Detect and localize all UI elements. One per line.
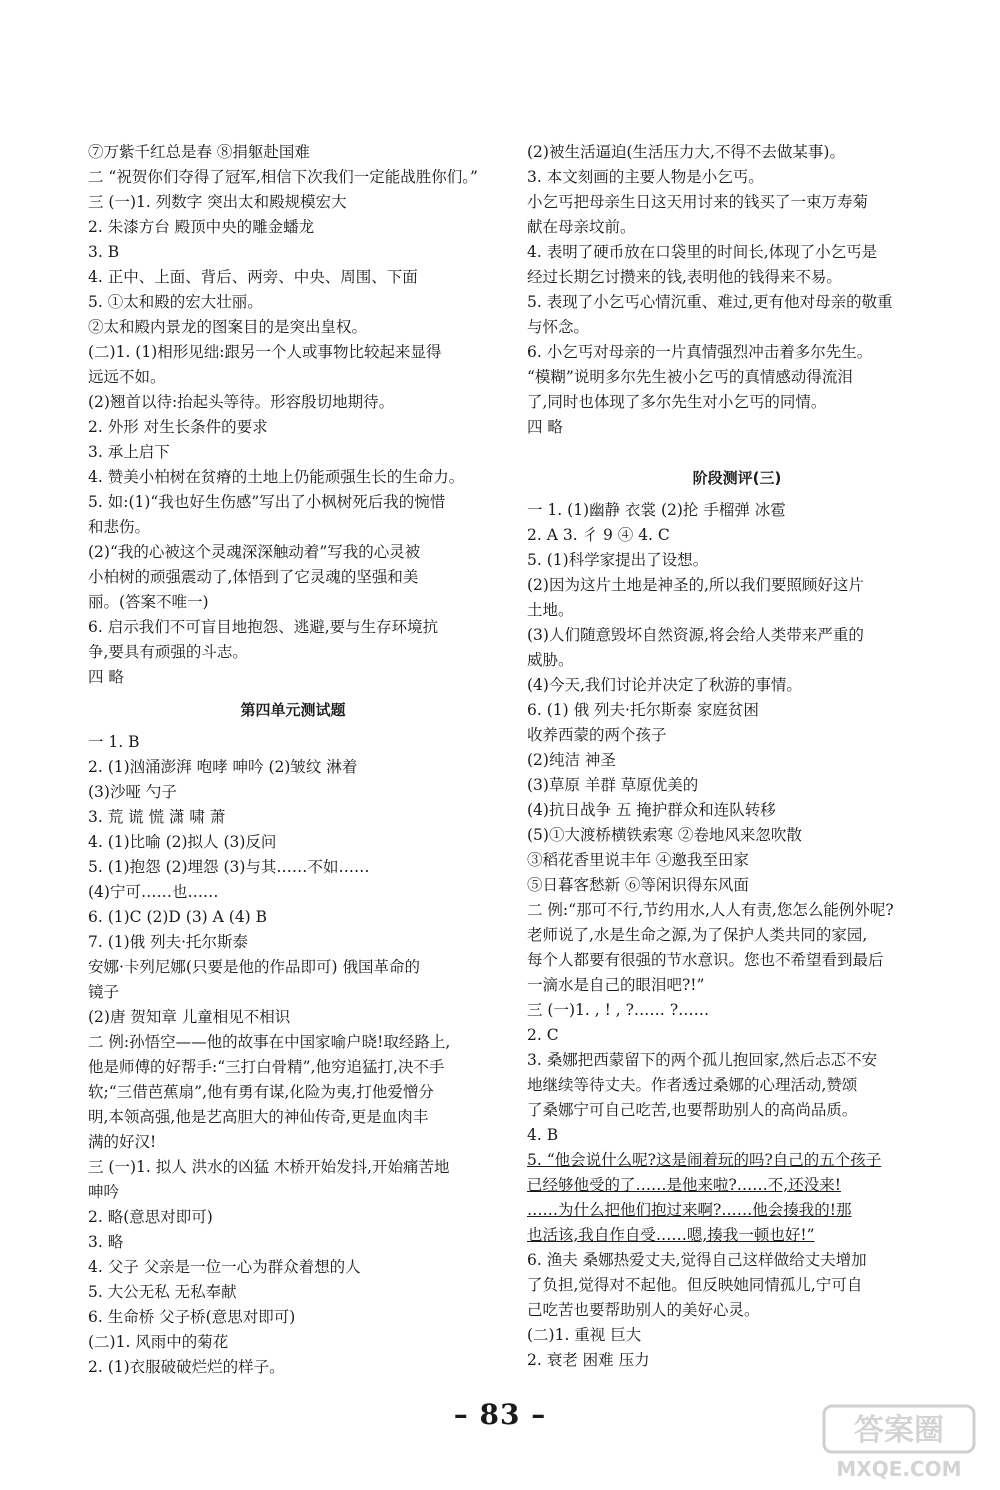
answer-line: 了负担,觉得对不起他。但反映她同情孤儿,宁可自: [527, 1276, 863, 1294]
answer-line: 4. B: [527, 1126, 559, 1144]
answer-line: ……为什么把他们抱过来啊?……他会揍我的!那: [527, 1201, 852, 1219]
svg-text:MXQE.COM: MXQE.COM: [836, 1457, 962, 1481]
answer-line: 6. (1)C (2)D (3) A (4) B: [88, 908, 268, 926]
answer-line: 与怀念。: [527, 318, 590, 336]
answer-line: 3. B: [88, 243, 120, 261]
answer-line: 2. (1)衣服破破烂烂的样子。: [88, 1358, 285, 1376]
answer-line: 6. 渔夫 桑娜热爱丈夫,觉得自己这样做给丈夫增加: [527, 1251, 867, 1269]
answer-line: 了,同时也体现了多尔先生对小乞丐的同情。: [527, 393, 827, 411]
answer-line: 经过长期乞讨攒来的钱,表明他的钱得来不易。: [527, 268, 842, 286]
answer-line: 小乞丐把母亲生日这天用讨来的钱买了一束万寿菊: [527, 193, 869, 211]
answer-line: 土地。: [527, 601, 574, 619]
answer-line: (3)草原 羊群 草原优美的: [527, 776, 699, 794]
answer-line: 三 (一)1. , ! , ?…… ?……: [527, 1001, 710, 1019]
answer-line: (3)沙哑 勺子: [88, 783, 177, 801]
svg-text:答案圈: 答案圈: [854, 1413, 944, 1448]
answer-line: 4. 父子 父亲是一位一心为群众着想的人: [88, 1258, 361, 1276]
answer-line: 6. 小乞丐对母亲的一片真情强烈冲击着多尔先生。: [527, 343, 873, 361]
answer-line: 5. (1)科学家提出了设想。: [527, 551, 709, 569]
answer-line: 远远不如。: [88, 368, 166, 386]
answer-line: 5. 如:(1)“我也好生伤感”写出了小枫树死后我的惋惜: [88, 493, 446, 511]
left-column: [88, 140, 498, 1380]
answer-line: (4)今天,我们讨论并决定了秋游的事情。: [527, 676, 802, 694]
answer-line: 软;“三借芭蕉扇”,他有勇有谋,化险为夷,打他爱憎分: [88, 1083, 434, 1101]
answer-line: 4. 表明了硬币放在口袋里的时间长,体现了小乞丐是: [527, 243, 878, 261]
answer-line: 四 略: [88, 668, 124, 686]
answer-line: 地继续等待丈夫。作者透过桑娜的心理活动,赞颂: [527, 1076, 858, 1094]
answer-line: 2. C: [527, 1026, 559, 1044]
answer-line: 二 “祝贺你们夺得了冠军,相信下次我们一定能战胜你们。”: [88, 168, 478, 186]
answer-line: 3. 桑娜把西蒙留下的两个孤儿抱回家,然后忐忑不安: [527, 1051, 878, 1069]
answer-line: 己吃苦也要帮助别人的美好心灵。: [527, 1301, 760, 1319]
section-heading: 第四单元测试题: [240, 701, 346, 719]
answer-line: 4. 赞美小柏树在贫瘠的土地上仍能顽强生长的生命力。: [88, 468, 465, 486]
answer-line: 6. 启示我们不可盲目地抱怨、逃避,要与生存环境抗: [88, 618, 439, 636]
answer-line: 每个人都要有很强的节水意识。您也不希望看到最后: [527, 951, 884, 969]
section-heading: 阶段测评(三): [692, 469, 782, 487]
answer-line: 2. A 3. 彳 9 ④ 4. C: [527, 526, 670, 544]
answer-line: 他是师傅的好帮手:“三打白骨精”,他穷追猛打,决不手: [88, 1058, 445, 1076]
right-column: [527, 140, 947, 1373]
answer-line: 明,本领高强,他是艺高胆大的神仙传奇,更是血肉丰: [88, 1108, 429, 1126]
page-number: – 83 –: [453, 1398, 547, 1431]
answer-line: “模糊”说明多尔先生被小乞丐的真情感动得流泪: [527, 368, 853, 386]
answer-line: 镜子: [88, 983, 120, 1001]
answer-line: ⑦万紫千红总是春 ⑧捐躯赴国难: [88, 143, 310, 161]
answer-line: 2. 外形 对生长条件的要求: [88, 418, 268, 436]
answer-line: 3. 略: [88, 1233, 124, 1251]
answer-line: 三 (一)1. 拟人 洪水的凶猛 木桥开始发抖,开始痛苦地: [88, 1158, 450, 1176]
answer-line: 丽。(答案不唯一): [88, 593, 209, 611]
answer-line: (4)宁可……也……: [88, 883, 219, 901]
answer-line: ⑤日暮客愁新 ⑥等闲识得东风面: [527, 876, 749, 894]
watermark-logo: [820, 1402, 980, 1486]
answer-line: 和悲伤。: [88, 518, 151, 536]
answer-line: 5. ①太和殿的宏大壮丽。: [88, 293, 263, 311]
answer-line: 也活该,我自作自受……嗯,揍我一顿也好!”: [527, 1226, 815, 1244]
answer-line: 5. “他会说什么呢?这是闹着玩的吗?自己的五个孩子: [527, 1151, 882, 1169]
answer-line: 小柏树的顽强震动了,体悟到了它灵魂的坚强和美: [88, 568, 419, 586]
answer-line: 了桑娜宁可自己吃苦,也要帮助别人的高尚品质。: [527, 1101, 858, 1119]
answer-line: 二 例:“那可不行,节约用水,人人有责,您怎么能例外呢?: [527, 901, 894, 919]
answer-line: (2)“我的心被这个灵魂深深触动着”写我的心灵被: [88, 543, 421, 561]
answer-line: 4. 正中、上面、背后、两旁、中央、周围、下面: [88, 268, 418, 286]
answer-line: 四 略: [527, 418, 563, 436]
answer-line: 5. (1)抱怨 (2)埋怨 (3)与其……不如……: [88, 858, 370, 876]
answer-line: 呻吟: [88, 1183, 120, 1201]
answer-line: 争,要具有顽强的斗志。: [88, 643, 248, 661]
answer-line: 6. 生命桥 父子桥(意思对即可): [88, 1308, 296, 1326]
answer-line: 一滴水是自己的眼泪吧?!”: [527, 976, 705, 994]
answer-line: 3. 承上启下: [88, 443, 170, 461]
answer-line: (二)1. 风雨中的菊花: [88, 1333, 229, 1351]
answer-line: 二 例:孙悟空——他的故事在中国家喻户晓!取经路上,: [88, 1033, 451, 1051]
answer-line: 7. (1)俄 列夫·托尔斯泰: [88, 933, 249, 951]
answer-line: 一 1. (1)幽静 衣裳 (2)抡 手榴弹 冰雹: [527, 501, 786, 519]
answer-line: 安娜·卡列尼娜(只要是他的作品即可) 俄国革命的: [88, 958, 420, 976]
answer-line: ②太和殿内景龙的图案目的是突出皇权。: [88, 318, 368, 336]
answer-line: 威胁。: [527, 651, 574, 669]
answer-line: (4)抗日战争 五 掩护群众和连队转移: [527, 801, 776, 819]
answer-line: 2. 衰老 困难 压力: [527, 1351, 650, 1369]
answer-line: 收养西蒙的两个孩子: [527, 726, 667, 744]
answer-line: (2)被生活逼迫(生活压力大,不得不去做某事)。: [527, 143, 845, 161]
answer-line: 已经够他受的了……是他来啦?……不,还没来!: [527, 1176, 841, 1194]
answer-line: 3. 本文刻画的主要人物是小乞丐。: [527, 168, 764, 186]
answer-line: (2)唐 贺知章 儿童相见不相识: [88, 1008, 291, 1026]
answer-line: 4. (1)比喻 (2)拟人 (3)反问: [88, 833, 277, 851]
answer-line: ③稻花香里说丰年 ④邀我至田家: [527, 851, 749, 869]
answer-line: 6. (1) 俄 列夫·托尔斯泰 家庭贫困: [527, 701, 759, 719]
answer-line: 2. 略(意思对即可): [88, 1208, 213, 1226]
answer-line: 5. 大公无私 无私奉献: [88, 1283, 237, 1301]
answer-line: (2)因为这片土地是神圣的,所以我们要照顾好这片: [527, 576, 864, 594]
answer-line: 三 (一)1. 列数字 突出太和殿规模宏大: [88, 193, 347, 211]
answer-line: 老师说了,水是生命之源,为了保护人类共同的家园,: [527, 926, 868, 944]
answer-line: (3)人们随意毁坏自然资源,将会给人类带来严重的: [527, 626, 864, 644]
answer-line: (二)1. (1)相形见绌:跟另一个人或事物比较起来显得: [88, 343, 442, 361]
answer-line: (二)1. 重视 巨大: [527, 1326, 642, 1344]
answer-line: (2)翘首以待:抬起头等待。形容殷切地期待。: [88, 393, 395, 411]
spacer: [527, 440, 947, 458]
answer-line: (2)纯洁 神圣: [527, 751, 616, 769]
answer-line: 2. 朱漆方台 殿顶中央的雕金蟠龙: [88, 218, 315, 236]
answer-line: (5)①大渡桥横铁索寒 ②卷地风来忽吹散: [527, 826, 802, 844]
answer-line: 5. 表现了小乞丐心情沉重、难过,更有他对母亲的敬重: [527, 293, 893, 311]
answer-line: 3. 荒 谎 慌 潇 啸 萧: [88, 808, 226, 826]
answer-line: 一 1. B: [88, 733, 140, 751]
answer-line: 2. (1)汹涌澎湃 咆哮 呻吟 (2)皱纹 淋着: [88, 758, 358, 776]
answer-line: 满的好汉!: [88, 1133, 157, 1151]
answer-line: 献在母亲坟前。: [527, 218, 636, 236]
